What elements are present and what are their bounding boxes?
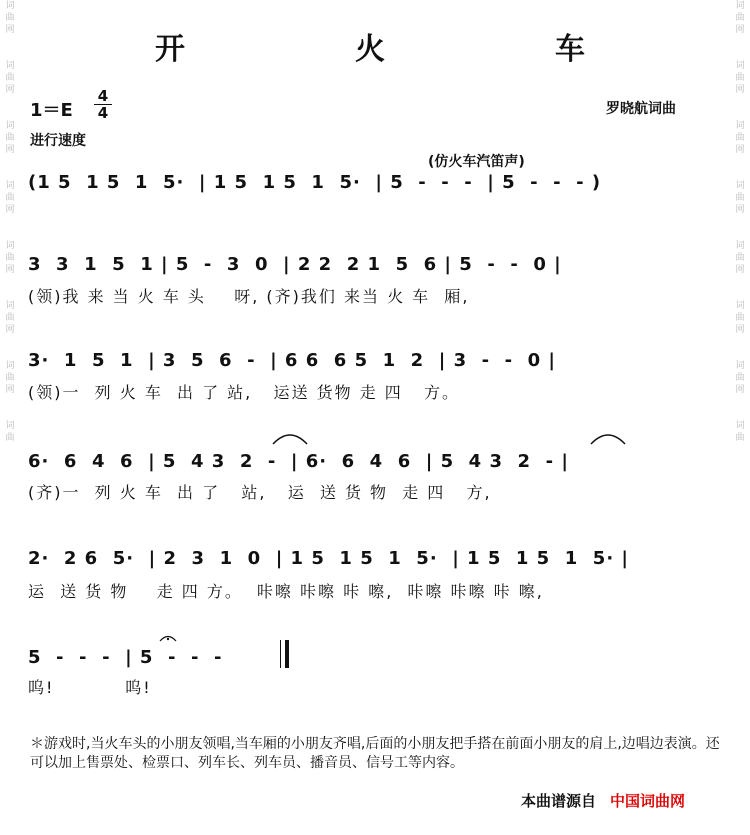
watermark-char: 词 — [735, 61, 745, 71]
watermark-char: 网 — [735, 325, 745, 335]
fermata-icon — [158, 632, 178, 642]
watermark-char: 曲 — [735, 13, 745, 23]
watermark-char: 网 — [5, 25, 15, 35]
watermark-char: 曲 — [735, 193, 745, 203]
watermark-char: 词 — [735, 301, 745, 311]
notation-row-2: 3 3 1 5 1 | 5 - 3 0 | 2 2 2 1 5 6 | 5 - - 0 | — [28, 254, 562, 275]
time-sig-top: 4 — [97, 87, 109, 105]
watermark-char: 曲 — [735, 73, 745, 83]
sfx-note: (仿火车汽笛声) — [428, 154, 525, 170]
watermark-char: 词 — [735, 121, 745, 131]
watermark-char: 网 — [5, 385, 15, 395]
time-sig-bottom: 4 — [94, 104, 112, 121]
lyrics-row-4: (齐)一 列 火 车 出 了 站, 运 送 货 物 走 四 方, — [28, 483, 492, 502]
watermark-char: 曲 — [5, 73, 15, 83]
credits: 罗晓航词曲 — [606, 101, 676, 117]
final-barline-thick — [285, 640, 289, 668]
source-credit — [521, 790, 685, 811]
watermark-char: 词 — [5, 241, 15, 251]
slur-arc — [270, 430, 310, 446]
watermark-char: 曲 — [5, 13, 15, 23]
watermark-char: 词 — [5, 421, 15, 431]
watermark-char: 网 — [5, 85, 15, 95]
lyrics-row-6: 呜! 呜! — [28, 678, 152, 697]
watermark-char: 曲 — [735, 133, 745, 143]
watermark-char: 词 — [735, 421, 745, 431]
lyrics-row-5: 运 送 货 物 走 四 方。 咔嚓 咔嚓 咔 嚓, 咔嚓 咔嚓 咔 嚓, — [28, 582, 544, 601]
lyrics-row-3: (领)一 列 火 车 出 了 站, 运送 货物 走 四 方。 — [28, 383, 461, 402]
source-label: 本曲谱源自 — [521, 792, 597, 810]
watermark-char: 词 — [5, 181, 15, 191]
notation-row-4: 6· 6 4 6 | 5 4 3 2 - | 6· 6 4 6 | 5 4 3 2 - | — [28, 451, 569, 472]
watermark-char: 词 — [5, 1, 15, 11]
watermark-char: 网 — [735, 25, 745, 35]
notation-row-1: (1 5 1 5 1 5· | 1 5 1 5 1 5· | 5 - - - | 5 - - - ) — [28, 172, 602, 193]
watermark-char: 网 — [735, 85, 745, 95]
watermark-char: 词 — [735, 1, 745, 11]
notation-row-5: 2· 2 6 5· | 2 3 1 0 | 1 5 1 5 1 5· | 1 5 1 5 1 5· | — [28, 548, 630, 569]
watermark-char: 曲 — [735, 253, 745, 263]
watermark-char: 网 — [735, 145, 745, 155]
final-barline-thin — [280, 640, 281, 668]
watermark-char: 网 — [735, 265, 745, 275]
footnote: ＊游戏时,当火车头的小朋友领唱,当车厢的小朋友齐唱,后面的小朋友把手搭在前面小朋友的肩上,边唱边表演。还可以加上售票处、检票口、列车长、列车员、播音员、信号工等内容。 — [30, 736, 720, 771]
watermark-char: 曲 — [5, 433, 15, 443]
watermark-char: 曲 — [5, 193, 15, 203]
watermark-char: 曲 — [735, 313, 745, 323]
lyrics-row-2: (领)我 来 当 火 车 头 呀, (齐)我们 来当 火 车 厢, — [28, 287, 470, 306]
watermark-char: 词 — [5, 361, 15, 371]
time-signature — [94, 88, 112, 121]
watermark-char: 曲 — [5, 253, 15, 263]
source-site[interactable]: 中国词曲网 — [610, 792, 686, 810]
song-title: 开 火 车 — [155, 32, 655, 67]
tempo-marking: 进行速度 — [30, 133, 86, 149]
watermark-char: 曲 — [735, 373, 745, 383]
watermark-char: 曲 — [735, 433, 745, 443]
notation-row-3: 3· 1 5 1 | 3 5 6 - | 6 6 6 5 1 2 | 3 - - 0 | — [28, 350, 557, 371]
watermark-char: 曲 — [5, 133, 15, 143]
watermark-char: 网 — [5, 265, 15, 275]
watermark-char: 网 — [735, 205, 745, 215]
watermark-char: 词 — [735, 241, 745, 251]
watermark-char: 词 — [735, 181, 745, 191]
notation-row-6: 5 - - - | 5 - - - — [28, 647, 223, 668]
watermark-char: 曲 — [5, 313, 15, 323]
watermark-char: 曲 — [5, 373, 15, 383]
watermark-char: 词 — [735, 361, 745, 371]
watermark-char: 词 — [5, 61, 15, 71]
watermark-char: 网 — [5, 205, 15, 215]
watermark-char: 网 — [735, 385, 745, 395]
watermark-char: 词 — [5, 121, 15, 131]
key-signature: 1＝E — [30, 100, 73, 121]
watermark-char: 网 — [5, 325, 15, 335]
watermark-char: 词 — [5, 301, 15, 311]
slur-arc — [588, 430, 628, 446]
watermark-char: 网 — [5, 145, 15, 155]
